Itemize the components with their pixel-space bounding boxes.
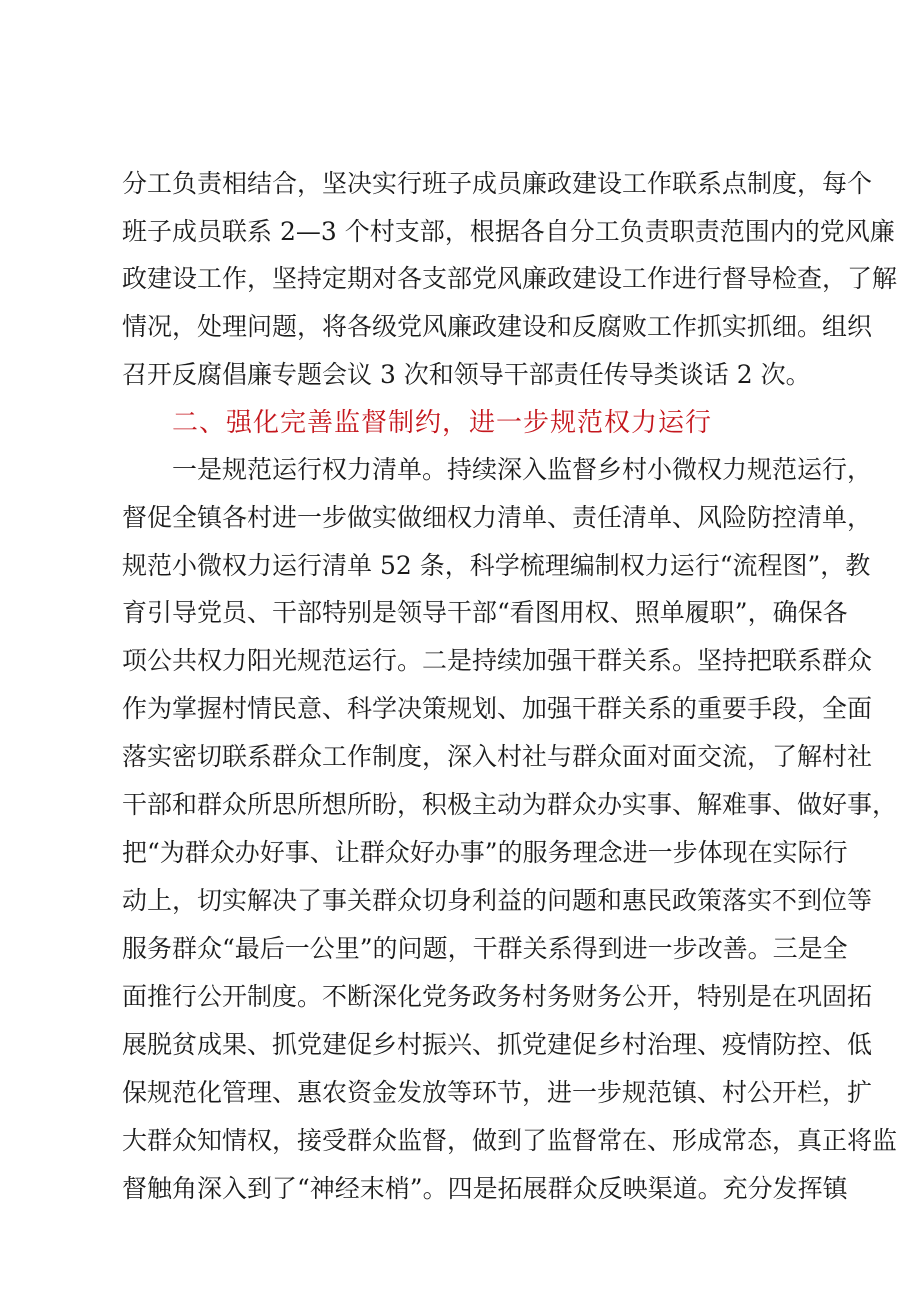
paragraph-line: 督促全镇各村进一步做实做细权力清单、责任清单、风险防控清单， [122, 503, 873, 532]
paragraph-line: 一是规范运行权力清单。持续深入监督乡村小微权力规范运行， [172, 455, 873, 484]
paragraph-line: 服务群众“最后一公里”的问题，干群关系得到进一步改善。三是全 [122, 934, 848, 963]
paragraph-line: 分工负责相结合，坚决实行班子成员廉政建设工作联系点制度，每个 [122, 169, 873, 198]
paragraph-line: 落实密切联系群众工作制度，深入村社与群众面对面交流，了解村社 [122, 742, 873, 771]
paragraph-line: 情况，处理问题，将各级党风廉政建设和反腐败工作抓实抓细。组织 [122, 312, 873, 341]
paragraph-line: 大群众知情权，接受群众监督，做到了监督常在、形成常态，真正将监 [122, 1126, 898, 1155]
paragraph-line: 督触角深入到了“神经末梢”。四是拓展群众反映渠道。充分发挥镇 [122, 1174, 848, 1203]
paragraph-line: 政建设工作，坚持定期对各支部党风廉政建设工作进行督导检查，了解 [122, 264, 898, 293]
paragraph-line: 把“为群众办好事、让群众好办事”的服务理念进一步体现在实际行 [122, 838, 848, 867]
paragraph-line: 动上，切实解决了事关群众切身利益的问题和惠民政策落实不到位等 [122, 886, 873, 915]
paragraph-line: 班子成员联系 2—3 个村支部，根据各自分工负责职责范围内的党风廉 [122, 217, 895, 246]
paragraph-line: 召开反腐倡廉专题会议 3 次和领导干部责任传导类谈话 2 次。 [122, 360, 811, 389]
section-heading: 二、强化完善监督制约，进一步规范权力运行 [172, 408, 713, 438]
paragraph-line: 育引导党员、干部特别是领导干部“看图用权、照单履职”，确保各 [122, 598, 848, 627]
paragraph-line: 面推行公开制度。不断深化党务政务村务财务公开，特别是在巩固拓 [122, 982, 873, 1011]
paragraph-line: 项公共权力阳光规范运行。二是持续加强干群关系。坚持把联系群众 [122, 646, 873, 675]
paragraph-line: 作为掌握村情民意、科学决策规划、加强干群关系的重要手段，全面 [122, 694, 873, 723]
paragraph-line: 干部和群众所思所想所盼，积极主动为群众办实事、解难事、做好事， [122, 790, 898, 819]
paragraph-line: 规范小微权力运行清单 52 条，科学梳理编制权力运行“流程图”，教 [122, 551, 871, 580]
paragraph-line: 展脱贫成果、抓党建促乡村振兴、抓党建促乡村治理、疫情防控、低 [122, 1030, 873, 1059]
paragraph-line: 保规范化管理、惠农资金发放等环节，进一步规范镇、村公开栏，扩 [122, 1078, 873, 1107]
